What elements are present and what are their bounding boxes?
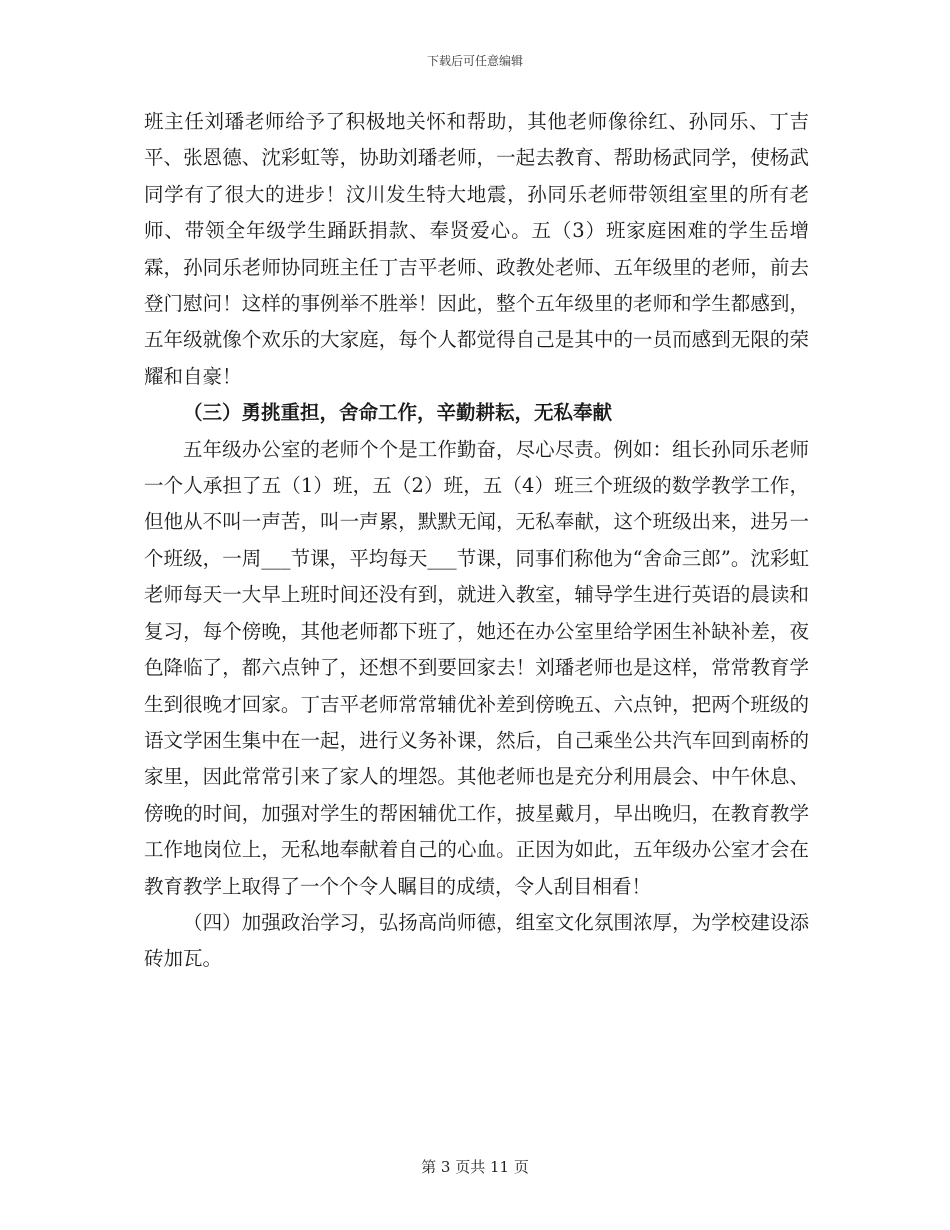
section-heading-3: （三）勇挑重担，舍命工作，辛勤耕耘，无私奉献 xyxy=(183,401,613,425)
page-footer: 第 3 页共 11 页 xyxy=(421,1158,529,1176)
paragraph-continuation: 班主任刘璠老师给予了积极地关怀和帮助，其他老师像徐红、孙同乐、丁吉平、张恩德、沈彩虹等，协助刘璠老师，一起去教育、帮助杨武同学，使杨武同学有了很大的进步！汶川发生特大地震，孙同乐老师带领组室里的所有老师、带领全年级学生踊跃捐款、奉贤爱心。五（3）班家庭困难的学生岳增霖，孙同乐老师协同班主任丁吉平老师、政教处老师、五年级里的老师，前去登门慰问！这样的事例举不胜举！因此，整个五年级里的老师和学生都感到，五年级就像个欢乐的大家庭，每个人都觉得自己是其中的一员而感到无限的荣耀和自豪！ xyxy=(144,110,809,388)
page-header: 下载后可任意编辑 xyxy=(426,54,523,68)
paragraph-section-3: 五年级办公室的老师个个是工作勤奋，尽心尽责。例如：组长孙同乐老师一个人承担了五（1）班，五（2）班，五（4）班三个班级的数学教学工作，但他从不叫一声苦，叫一声累，默默无闻，无私奉献，这个班级出来，进另一个班级，一周___节课，平均每天___节课，同事们称他为“舍命三郎”。沈彩虹老师每天一大早上班时间还没有到，就进入教室，辅导学生进行英语的晨读和复习，每个傍晚，其他老师都下班了，她还在办公室里给学困生补缺补差，夜色降临了，都六点钟了，还想不到要回家去！刘璠老师也是这样，常常教育学生到很晚才回家。丁吉平老师常常辅优补差到傍晚五、六点钟，把两个班级的语文学困生集中在一起，进行义务补课，然后，自己乘坐公共汽车回到南桥的家里，因此常常引来了家人的埋怨。其他老师也是充分利用晨会、中午休息、傍晚的时间，加强对学生的帮困辅优工作，披星戴月，早出晚归，在教育教学工作地岗位上，无私地奉献着自己的心血。正因为如此，五年级办公室才会在教育教学上取得了一个个令人瞩目的成绩，令人刮目相看！ xyxy=(144,437,809,898)
document-body xyxy=(144,104,809,978)
section-heading-4: （四）加强政治学习，弘扬高尚师德，组室文化氛围浓厚，为学校建设添砖加瓦。 xyxy=(144,910,809,971)
